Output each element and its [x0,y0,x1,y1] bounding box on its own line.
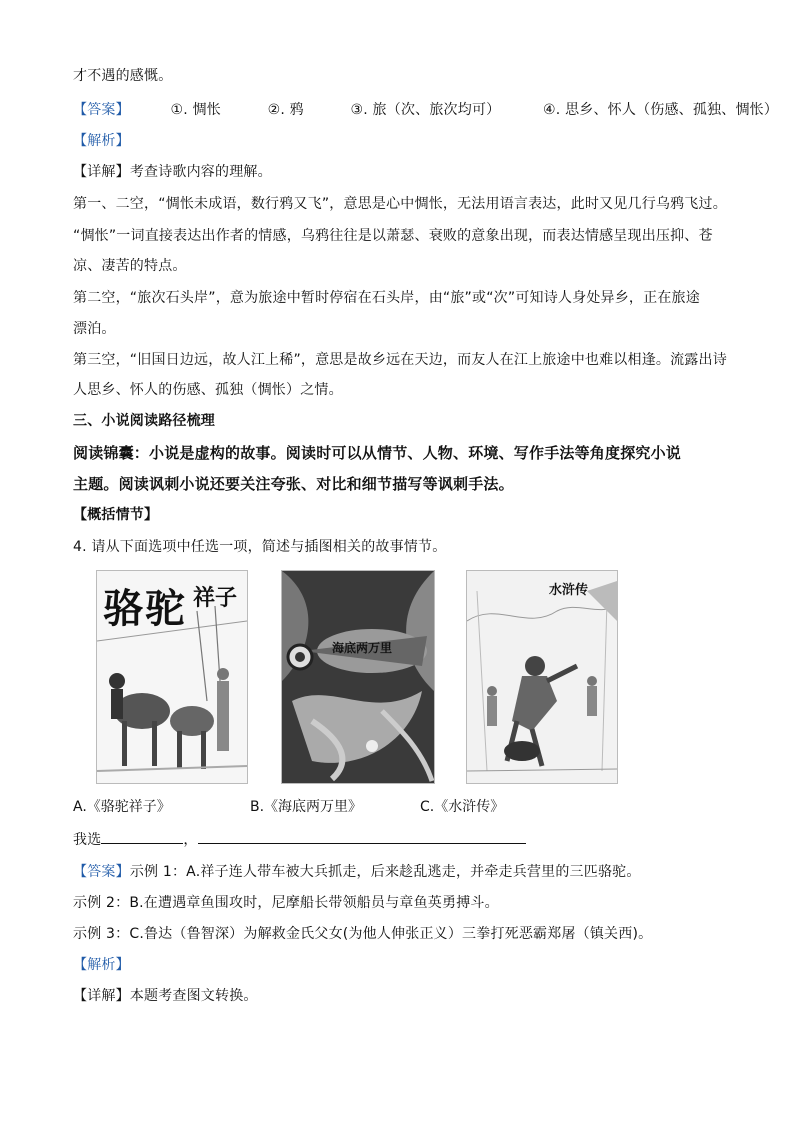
figure-camel-xiangzi [96,570,248,784]
answer-example-2: 示例 2：B.在遭遇章鱼围攻时，尼摩船长带领船员与章鱼英勇搏斗。 [73,895,499,911]
paragraph-1-line-1: 第一、二空，“惆怅未成语，数行鸦又飞”，意思是心中惆怅，无法用语言表达，此时又见几行乌鸦飞过。 [73,196,727,212]
answer-tag: 【答案】 [73,102,130,118]
choose-row [73,829,733,850]
paragraph-1-line-3: 凉、凄苦的特点。 [73,258,187,274]
choice-blank[interactable] [101,829,183,844]
reading-tips-line-1: 阅读锦囊：小说是虚构的故事。阅读时可以从情节、人物、环境、写作手法等角度探究小说 [73,444,682,462]
cover-title: 海底两万里 [332,641,393,655]
detail-1-tag: 【详解】 [73,164,130,180]
summary-blank[interactable] [198,829,526,844]
figure-water-margin [466,570,618,784]
paragraph-2-line-2: 漂泊。 [73,321,116,337]
summary-tag: 【概括情节】 [73,507,159,523]
analysis-tag-1: 【解析】 [73,133,130,149]
detail-1 [73,162,733,182]
caption-b: B.《海底两万里》 [250,799,363,815]
detail-1-text: 考查诗歌内容的理解。 [129,164,272,180]
caption-a: A.《骆驼祥子》 [73,799,171,815]
answer-example-1 [73,862,733,882]
paragraph-3-line-1: 第三空，“旧国日边远，故人江上稀”，意思是故乡远在天边，而友人在江上旅途中也难以相逢。流露出诗 [73,352,727,368]
detail-2-text: 本题考查图文转换。 [129,988,258,1004]
caption-c: C.《水浒传》 [420,799,505,815]
water-margin-illustration [467,571,617,783]
detail-2 [73,986,733,1006]
analysis-tag-2: 【解析】 [73,957,130,973]
question-4: 4. 请从下面选项中任选一项，简述与插图相关的故事情节。 [73,539,447,555]
choose-prefix: 我选 [73,832,102,848]
answer-item-1: ①. 惆怅 [170,102,221,118]
section-title: 三、小说阅读路径梳理 [73,413,215,429]
answer-row [73,100,779,120]
paragraph-3-line-2: 人思乡、怀人的伤感、孤独（惆怅）之情。 [73,382,343,398]
answer-example-3: 示例 3：C.鲁达（鲁智深）为解救金氏父女(为他人伸张正义）三拳打死恶霸郑屠（镇关西)。 [73,926,653,942]
cover-title-big: 骆驼 [103,585,187,632]
answer-item-3: ③. 旅（次、旅次均可） [350,102,501,118]
detail-2-tag: 【详解】 [73,988,130,1004]
cover-title: 水浒传 [549,583,589,598]
paragraph-2-line-1: 第二空，“旅次石头岸”，意为旅途中暂时停宿在石头岸，由“旅”或“次”可知诗人身处异乡，正在旅途 [73,290,700,306]
twenty-thousand-leagues-illustration [282,571,434,783]
paragraph-1-line-2: “惆怅”一词直接表达出作者的情感，乌鸦往往是以萧瑟、衰败的意象出现，而表达情感呈现出压抑、苍 [73,228,713,244]
choose-comma: ， [183,832,198,848]
reading-tips-line-2: 主题。阅读讽刺小说还要关注夸张、对比和细节描写等讽刺手法。 [73,475,514,493]
answer-item-2: ②. 鸦 [267,102,304,118]
intro-tail: 才不遇的感慨。 [73,68,173,84]
answer-item-4: ④. 思乡、怀人（伤感、孤独、惆怅） [543,102,779,118]
figure-twenty-thousand-leagues [281,570,435,784]
example-1-text: 示例 1：A.祥子连人带车被大兵抓走，后来趁乱逃走，并牵走兵营里的三匹骆驼。 [129,864,641,880]
answer-tag-2: 【答案】 [73,864,130,880]
cover-title-small: 祥子 [193,585,238,611]
